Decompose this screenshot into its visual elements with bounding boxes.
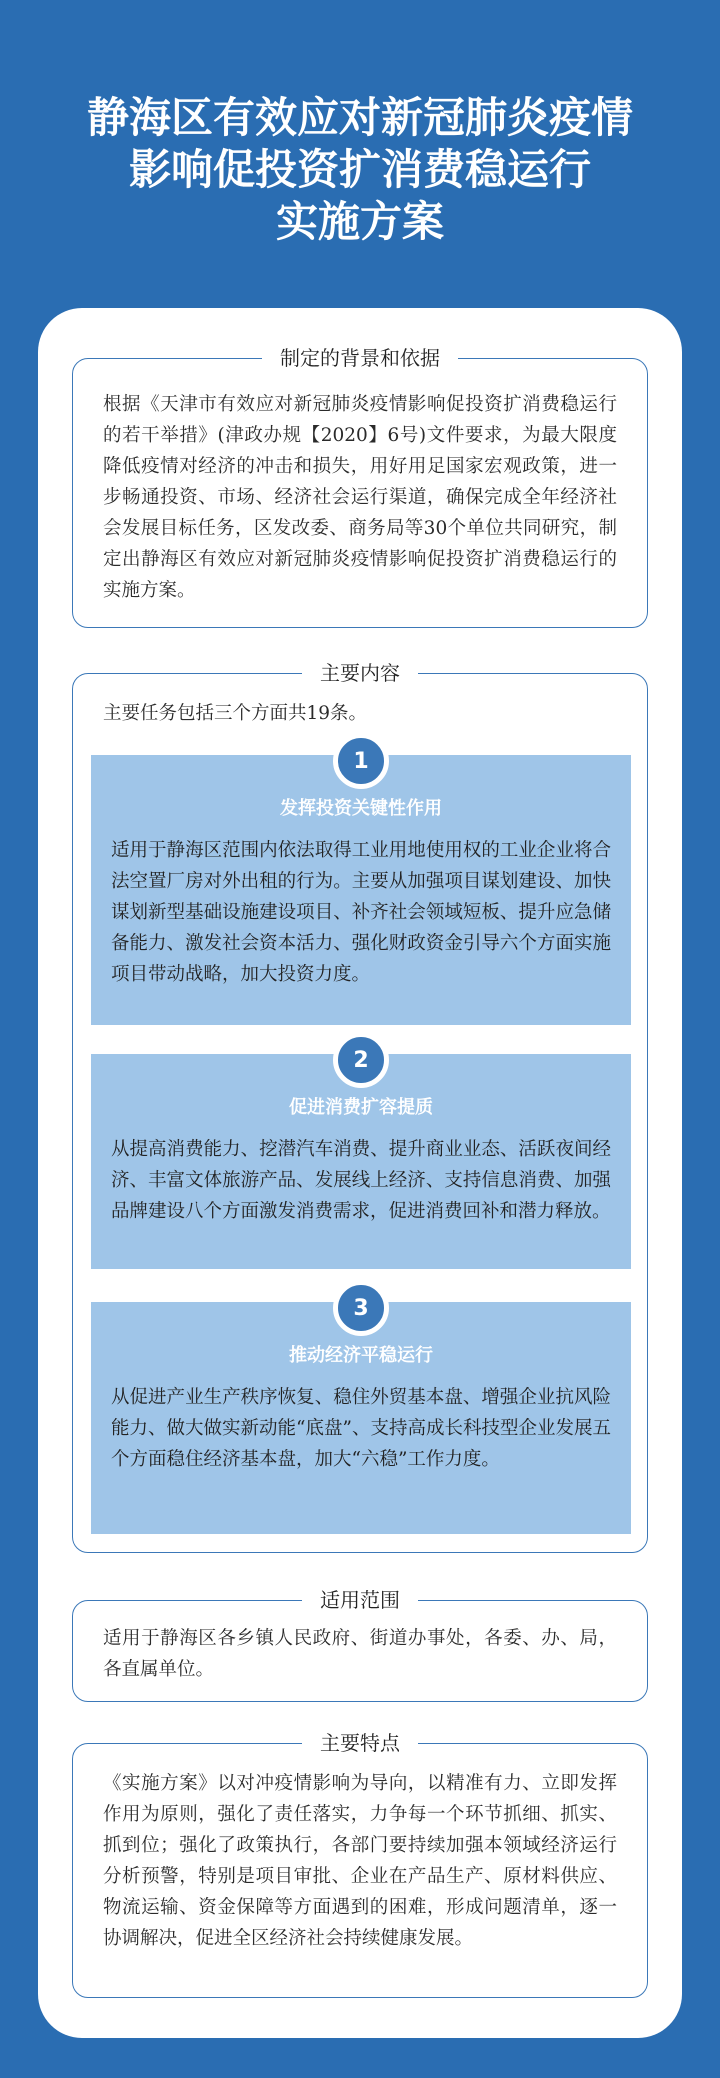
features-section [72,1731,648,1998]
main-content-section [72,661,648,1553]
title-line-2: 影响促投资扩消费稳运行 [128,145,591,194]
item-panel-1 [91,748,631,1025]
item-panel-3 [91,1295,631,1534]
title-line-3: 实施方案 [275,197,444,246]
item-text-3: 从促进产业生产秩序恢复、稳住外贸基本盘、增强企业抗风险能力、做大做实新动能“底盘”、支持高成长科技型企业发展五个方面稳住经济基本盘，加大“六稳”工作力度。 [111,1387,611,1470]
item-panel-2 [91,1047,631,1269]
item-title-1: 发挥投资关键性作用 [280,798,442,819]
features-text: 《实施方案》以对冲疫情影响为导向，以精准有力、立即发挥作用为原则，强化了责任落实，力争每一个环节抓细、抓实、抓到位；强化了政策执行，各部门要持续加强本领域经济运行分析预警，特别是项目审批、企业在产品生产、原材料供应、物流运输、资金保障等方面遇到的困难，形成问题清单，逐一协调解决，促进全区经济社会持续健康发展。 [103,1773,617,1949]
main-content-heading: 主要内容 [302,659,418,687]
background-section [72,346,648,628]
content-card [38,308,682,2038]
background-heading: 制定的背景和依据 [262,344,458,372]
background-text: 根据《天津市有效应对新冠肺炎疫情影响促投资扩消费稳运行的若干举措》(津政办规【2020】6号)文件要求，为最大限度降低疫情对经济的冲击和损失，用好用足国家宏观政策，进一步畅通投资、市场、经济社会运行渠道，确保完成全年经济社会发展目标任务，区发改委、商务局等30个单位共同研究，制定出静海区有效应对新冠肺炎疫情影响促投资扩消费稳运行的实施方案。 [103,394,617,601]
scope-heading: 适用范围 [302,1586,418,1614]
item-number-badge-3: 3 [333,1280,389,1336]
scope-text: 适用于静海区各乡镇人民政府、街道办事处，各委、办、局，各直属单位。 [103,1628,617,1680]
item-number-badge-1: 1 [333,733,389,789]
item-title-3: 推动经济平稳运行 [289,1345,433,1366]
item-title-2: 促进消费扩容提质 [289,1097,433,1118]
scope-section [72,1588,648,1702]
main-content-intro: 主要任务包括三个方面共19条。 [103,703,368,724]
item-number-badge-2: 2 [333,1032,389,1088]
page-title [0,92,720,248]
features-heading: 主要特点 [302,1729,418,1757]
item-text-1: 适用于静海区范围内依法取得工业用地使用权的工业企业将合法空置厂房对外出租的行为。主要从加强项目谋划建设、加快谋划新型基础设施建设项目、补齐社会领域短板、提升应急储备能力、激发社会资本活力、强化财政资金引导六个方面实施项目带动战略，加大投资力度。 [111,840,611,985]
item-text-2: 从提高消费能力、挖潜汽车消费、提升商业业态、活跃夜间经济、丰富文体旅游产品、发展线上经济、支持信息消费、加强品牌建设八个方面激发消费需求，促进消费回补和潜力释放。 [111,1139,611,1222]
title-line-1: 静海区有效应对新冠肺炎疫情 [86,93,633,142]
